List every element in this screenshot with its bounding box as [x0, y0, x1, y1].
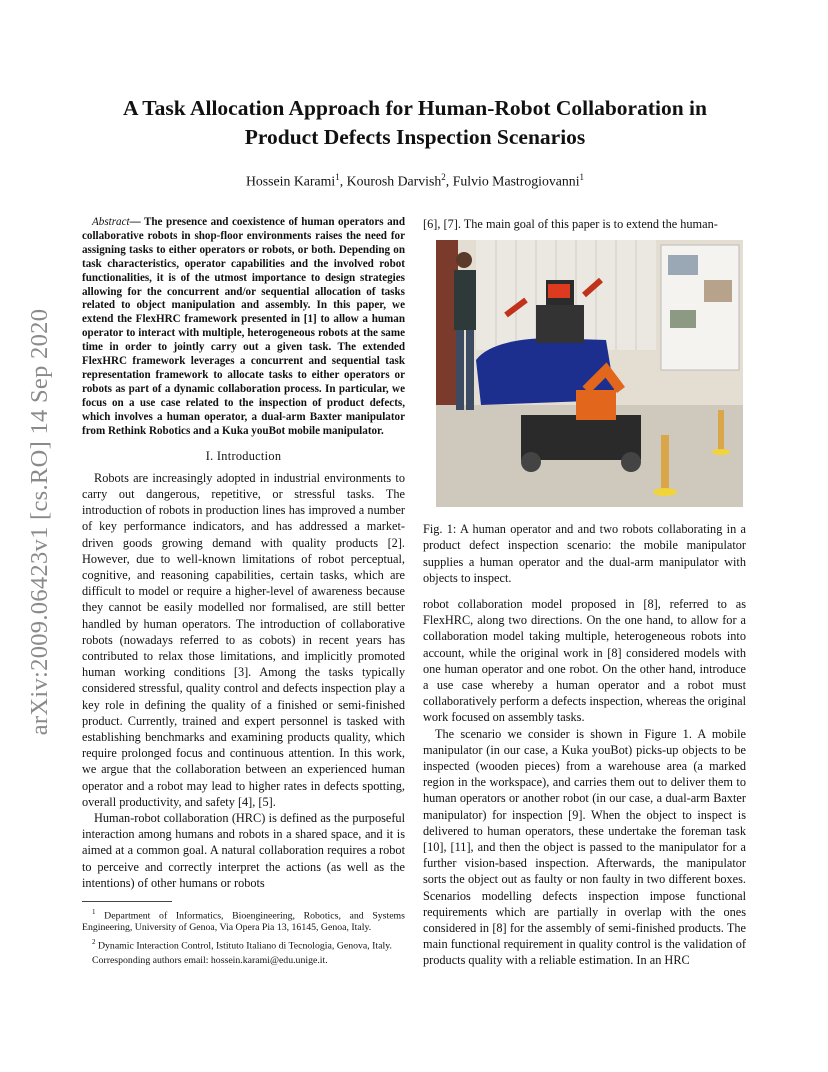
- abstract-label: Abstract: [92, 216, 130, 228]
- author-affiliation: 2: [441, 172, 446, 182]
- section-heading-introduction: I. Introduction: [205, 448, 282, 463]
- corresponding-author: Corresponding authors email: hossein.karami@edu.unige.it.: [92, 954, 328, 966]
- footnote-1-text: Department of Informatics, Bioengineering, Robotics, and Systems Engineering, University of Genoa, Via Opera Pia 13, 16145, Genoa, Italy.: [82, 910, 405, 934]
- left-column: [82, 216, 405, 969]
- footnote-2: $^2$ Dynamic Interaction Control, Istituto Italiano di Tecnologia, Genova, Italy.: [92, 938, 392, 952]
- intro-paragraph-4: The scenario we consider is shown in Figure 1. A mobile manipulator (in our case, a Kuka youBot) picks-up objects to be inspected (wooden pieces) from a warehouse area (a marked region in the workspace), and carries them out to deliver them to human operators or another robot (in our case, a dual-arm Baxter manipulator) for inspection [9]. When the object to inspect is delivered to human operators, these undertake the foreman task [10], [11], and then the object is passed to the manipulator for a further vision-based inspection. Afterwards, the manipulator sorts the object out as faulty or non faulty in two different boxes. Scenarios modelling defects inspection impose functional requirements which are partially in overlap with the ones considered in [8] for the assembly of semi-finished products. The main functional requirement in quality control is the validation of products quality with a reliable estimation. In an HRC: [423, 726, 746, 968]
- author-affiliation: 1: [579, 172, 585, 182]
- figure-1-illustration: [436, 240, 743, 507]
- arxiv-sidebar-stamp: [22, 287, 58, 757]
- paper-title: [80, 94, 750, 152]
- footnote-divider: [82, 901, 172, 902]
- intro-paragraph-2: Human-robot collaboration (HRC) is defined as the purposeful interaction among humans and robots in a shared space, and it is aimed at a common goal. A natural collaboration requires a robot to perceive and correctly interpret the actions (as well as the intentions) of other humans or robots: [82, 810, 405, 890]
- author-name: Fulvio Mastrogiovanni: [452, 173, 580, 189]
- intro-paragraph-2-continued: [6], [7]. The main goal of this paper is to extend the human-: [423, 217, 718, 231]
- figure-1-photo: [436, 240, 743, 507]
- intro-paragraph-3: robot collaboration model proposed in [8], referred to as FlexHRC, along two directions. On the one hand, to allow for a collaboration model taking multiple, heterogeneous robots into account, while the original work in [8] considered models with one human operator and one robot. On the other hand, introduce a use case whereby a human operator and a robot must collaboratively perform a defects inspection, whereas the original work focused on assembly tasks.: [423, 597, 746, 725]
- abstract-text: — The presence and coexistence of human operators and collaborative robots in shop-floor environments raises the need for assigning tasks to either operators or robots, or both. Depending on task characteristics, operator capabilities and the involved robot functionalities, it is of the utmost importance to design strategies allowing for the concurrent and/or sequential allocation of tasks related to object manipulation and assembly. In this paper, we extend the FlexHRC framework presented in [1] to allow a human operator to interact with multiple, heterogeneous robots at the same time in order to jointly carry out a given task. The extended FlexHRC framework leverages a concurrent and sequential task representation framework to allocate tasks to either operators or robots as part of a dynamic collaboration process. In particular, we focus on a use case related to the inspection of product defects, which involves a human operator, a dual-arm Baxter manipulator from Rethink Robotics and a Kuka youBot mobile manipulator.: [82, 216, 405, 437]
- arxiv-id: arXiv:2009.06423v1 [cs.RO] 14 Sep 2020: [26, 308, 53, 736]
- author-affiliation: 1: [335, 172, 340, 182]
- title-line-1: A Task Allocation Approach for Human-Robot Collaboration in: [122, 96, 707, 120]
- footnote-2-text: Dynamic Interaction Control, Istituto Italiano di Tecnologia, Genova, Italy.: [97, 940, 392, 952]
- author-name: Hossein Karami: [245, 173, 336, 189]
- author-name: Kourosh Darvish: [346, 173, 442, 189]
- figure-1-caption: Fig. 1: A human operator and and two robots collaborating in a product defect inspection scenario: the mobile manipulator supplies a human operator and the dual-arm manipulator with objects to inspect.: [423, 522, 746, 585]
- footnote-1: $^1$ Department of Informatics, Bioengineering, Robotics, and Systems Engineering, University of Genoa, Via Opera Pia 13, 16145, Genoa, Italy.: [82, 907, 405, 934]
- intro-paragraph-1: Robots are increasingly adopted in industrial environments to carry out dangerous, repetitive, or stressful tasks. The introduction of robots in production lines has improved a number of key performance indicators, and has addressed a market-driven goods growing demand with quality products [2]. However, due to well-known limitations of robot perceptual, cognitive, and reasoning capabilities, certain tasks, which are difficult to model or require a higher-level of awareness because they cannot be easily modelled nor formalised, are still better handled by human operators. The introduction of collaborative robots (nowadays referred to as cobots) in recent years has contributed to relax those limitations, and implicitly promoted human working conditions [3]. Among the tasks typically considered stressful, quality control and defects inspection play a key role in defining the quality of a finished or semi-finished product. Currently, trained and expert personnel is tasked with establishing benchmarks and examining products quality, which require prolonged focus and continuous attention. In this work, we argue that the collaboration between an experienced human operator and a robot may lead to higher rates in defects spotting, overall productivity, and safety [4], [5].: [82, 470, 405, 809]
- title-line-2: Product Defects Inspection Scenarios: [244, 125, 586, 149]
- right-column: [423, 216, 746, 969]
- abstract: [82, 216, 405, 439]
- author-list: Hossein Karami$^1$, Kourosh Darvish$^2$, Fulvio Mastrogiovanni$^1$: [245, 172, 585, 189]
